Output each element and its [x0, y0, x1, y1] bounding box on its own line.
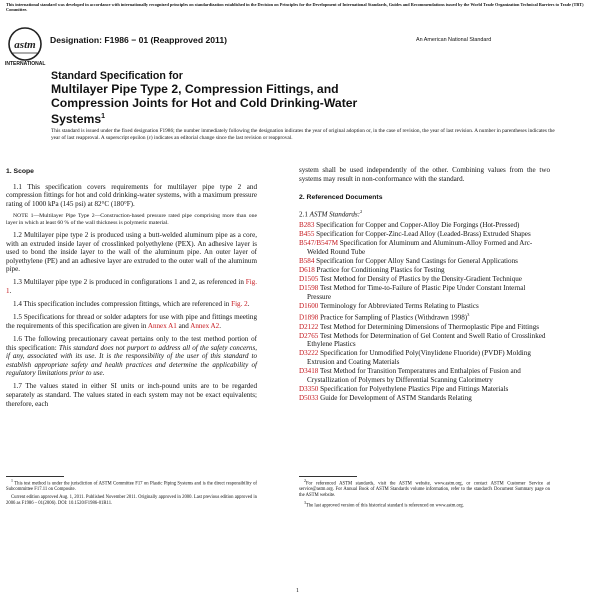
footnote-1-mark: 1: [11, 479, 13, 483]
footnote-2-text: For referenced ASTM standards, visit the ASTM website, www.astm.org, or contact ASTM Customer Service at service@astm.org. For Annual Book of ASTM Standards volume information, refer to the standard's Document Summary page on the ASTM website.: [299, 481, 550, 499]
footnote-2: [299, 479, 550, 499]
title-line-2: Multilayer Pipe Type 2, Compression Fittings, and: [51, 82, 339, 96]
reference-title: Practice for Sampling of Plastics (Withdrawn 1998): [318, 313, 468, 322]
reference-title: Test Method for Determining Dimensions of Thermoplastic Pipe and Fittings: [318, 322, 540, 331]
reference-item: [299, 311, 550, 322]
scope-1-2: 1.2 Multilayer pipe type 2 is produced using a butt-welded aluminum pipe as a core, with an extruded inside layer of crosslinked polyethylene (PEX). An adhesive layer is used to bond the inside layer to the wall of the aluminum pipe. An outer layer of polyethylene (PE) and an adhesive layer are extruded to the outer wall of the aluminum pipe.: [6, 230, 257, 274]
reference-designation-link[interactable]: D1898: [299, 313, 319, 322]
scope-1-5: [6, 313, 257, 330]
reference-item: [299, 332, 550, 349]
reference-designation-link[interactable]: D2122: [299, 322, 319, 331]
reference-designation-link[interactable]: D3350: [299, 384, 319, 393]
title-line-3: Compression Joints for Hot and Cold Drinking-Water: [51, 95, 358, 110]
american-national-standard: An American National Standard: [416, 37, 492, 43]
reference-designation-link[interactable]: B283: [299, 221, 315, 230]
reference-list: [299, 221, 550, 402]
reference-item: [299, 221, 550, 230]
reference-title: Practice for Conditioning Plastics for Testing: [314, 266, 445, 275]
reference-designation-link[interactable]: B455: [299, 230, 315, 239]
reference-title: Test Methods for Determination of Gel Content and Swell Ratio of Crosslinked Ethylene Plastics: [307, 331, 546, 349]
reference-title: Specification for Copper-Zinc-Lead Alloy (Leaded-Brass) Extruded Shapes: [314, 230, 531, 239]
scope-heading: 1. Scope: [6, 168, 34, 175]
left-footnotes: [6, 479, 257, 509]
reference-designation-link[interactable]: D1505: [299, 275, 319, 284]
scope-1-7-continued: system shall be used independently of the other. Combining values from the two systems may result in non-conformance with the standard.: [299, 166, 550, 183]
fig-2-link[interactable]: Fig. 2: [231, 300, 248, 309]
title-line-1: Standard Specification for: [51, 70, 183, 82]
reference-title: Specification for Copper Alloy Sand Castings for General Applications: [314, 257, 518, 266]
standard-title: [51, 70, 521, 127]
reference-title: Specification for Unmodified Poly(Vinylidene Fluoride) (PVDF) Molding Extrusion and Coating Materials: [307, 349, 531, 366]
reference-item: [299, 302, 550, 311]
reference-designation-link[interactable]: D1598: [299, 284, 319, 293]
reference-designation-link[interactable]: D3418: [299, 367, 319, 376]
footnote-3: [299, 501, 550, 509]
title-line-4-text: Systems: [51, 112, 102, 127]
scope-1-5-end: .: [219, 321, 221, 330]
reference-designation-link[interactable]: D618: [299, 266, 315, 275]
annex-a1-link[interactable]: Annex A1: [147, 321, 177, 330]
right-footnotes: [299, 479, 550, 511]
reference-item: [299, 266, 550, 275]
reference-title: Specification for Polyethylene Plastics Pipe and Fittings Materials: [318, 384, 509, 393]
reference-item: [299, 385, 550, 394]
reference-item: [299, 230, 550, 239]
tbt-notice: This international standard was developed in accordance with internationally recognized principles on standardization established in the Decision on Principles for the Development of International Standards, Guides and Recommendations issued by the World Trade Organization Technical Barriers to Trade (TBT) Committee.: [6, 2, 584, 13]
reference-designation-link[interactable]: D3222: [299, 349, 319, 358]
footnote-1-text: This test method is under the jurisdiction of ASTM Committee F17 on Plastic Piping Systems and is the direct responsibility of Subcommittee F17.11 on Composite.: [6, 481, 257, 493]
footnote-1: [6, 479, 257, 493]
reference-title: Guide for Development of ASTM Standards Relating: [318, 393, 472, 402]
reference-item: [299, 257, 550, 266]
reference-designation-link[interactable]: D5033: [299, 393, 319, 402]
designation: Designation: F1986 − 01 (Reapproved 2011): [50, 35, 227, 45]
footnote-2-mark: 2: [304, 479, 306, 483]
reference-item: [299, 275, 550, 284]
scope-1-6: [6, 335, 257, 378]
references-heading: 2. Referenced Documents: [299, 193, 383, 201]
reference-title: Test Method for Time-to-Failure of Plastic Pipe Under Constant Internal Pressure: [307, 284, 526, 301]
scope-1-4-text: 1.4 This specification includes compression fittings, which are referenced in: [13, 300, 232, 309]
title-line-4: [51, 110, 521, 127]
footnote-3-text: The last approved version of this historical standard is referenced on www.astm.org.: [305, 503, 464, 509]
scope-1-6-text: 1.6 The following precautionary caveat pertains only to the test method portion of this specification:: [6, 334, 257, 352]
reference-designation-link[interactable]: B584: [299, 257, 315, 266]
fig-1-link[interactable]: Fig. 1: [6, 278, 257, 296]
reference-designation-link[interactable]: D2765: [299, 331, 319, 340]
reference-item: [299, 367, 550, 384]
reference-title: Test Method for Transition Temperatures and Enthalpies of Fusion and Crystallization of Polymers by Differential Scanning Calorimetry: [307, 367, 521, 384]
reference-item: [299, 394, 550, 403]
page-number: 1: [296, 588, 299, 594]
subheading-number: 2.1: [299, 210, 310, 219]
reference-title: Terminology for Abbreviated Terms Relating to Plastics: [318, 302, 479, 311]
reference-title: Specification for Aluminum and Aluminum-Alloy Formed and Arc-Welded Round Tube: [307, 239, 533, 257]
scope-1-3: [6, 278, 257, 295]
footnote-1-edition: Current edition approved Aug. 1, 2011. Published November 2011. Originally approved in 2000. Last previous edition approved in 2006 as F1986 – 01(2006). DOI: 10.1520/F1986-01R11.: [6, 495, 257, 506]
svg-text:astm: astm: [14, 39, 36, 51]
reference-item: [299, 239, 550, 256]
withdrawn-footnote-ref: 3: [467, 312, 470, 318]
note-1: NOTE 1—Multilayer Pipe Type 2—Construction-based pressure rated pipe comprising more than one layer in which at least 60 % of the wall thickness is polymeric material.: [6, 212, 257, 226]
scope-1-4-end: .: [247, 300, 250, 309]
scope-1-5-text: 1.5 Specifications for thread or solder adapters for use with pipe and fittings meeting the requirements of this specification are given in: [6, 313, 257, 330]
right-footnote-rule: [299, 476, 357, 477]
subheading-title: ASTM Standards:: [309, 210, 361, 219]
scope-1-1: 1.1 This specification covers requirements for multilayer pipe type 2 and compression fittings for hot and cold drinking-water systems, with a maximum pressure rating of 1000 kPa (145 psi) at 82°C (180°F).: [6, 182, 257, 208]
reference-designation-link[interactable]: D1600: [299, 302, 319, 311]
reference-title: Test Method for Density of Plastics by the Density-Gradient Technique: [318, 275, 522, 284]
reference-item: [299, 323, 550, 332]
left-column: [6, 168, 257, 413]
reference-designation-link[interactable]: B547/B547M: [299, 239, 339, 248]
right-column: [299, 166, 550, 403]
title-footnote-ref: 1: [101, 113, 106, 121]
scope-1-7: 1.7 The values stated in either SI units or inch-pound units are to be regarded separately as standard. The values stated in each system may not be exact equivalents; therefore, each: [6, 382, 257, 408]
scope-1-3-text: 1.3 Multilayer pipe type 2 is produced in configurations 1 and 2, as referenced in: [13, 278, 246, 287]
reference-title: Specification for Copper and Copper-Alloy Die Forgings (Hot-Pressed): [314, 221, 520, 230]
safety-caveat: This standard does not purport to address all of the safety concerns, if any, associated with its use. It is the responsibility of the user of this standard to establish appropriate safety and health practices and determine the applicability of regulatory limitations prior to use.: [6, 343, 257, 378]
annex-a2-link[interactable]: Annex A2: [190, 321, 220, 330]
scope-1-5-mid: and: [176, 321, 191, 330]
subheading-footnote-ref: 2: [360, 209, 363, 215]
logo-caption: INTERNATIONAL: [5, 61, 46, 67]
footnote-3-mark: 3: [304, 500, 306, 505]
scope-1-4: [6, 300, 257, 309]
scope-1-3-end: .: [9, 287, 12, 296]
issuance-statement: This standard is issued under the fixed designation F1986; the number immediately following the designation indicates the year of original adoption or, in the case of revision, the year of last revision. A number in parentheses indicates the year of last reapproval. A superscript epsilon (ε) indicates an editorial change since the last revision or reapproval.: [51, 128, 555, 141]
reference-item: [299, 349, 550, 366]
reference-item: [299, 284, 550, 301]
left-footnote-rule: [6, 476, 64, 477]
astm-standards-subheading: [299, 208, 550, 219]
